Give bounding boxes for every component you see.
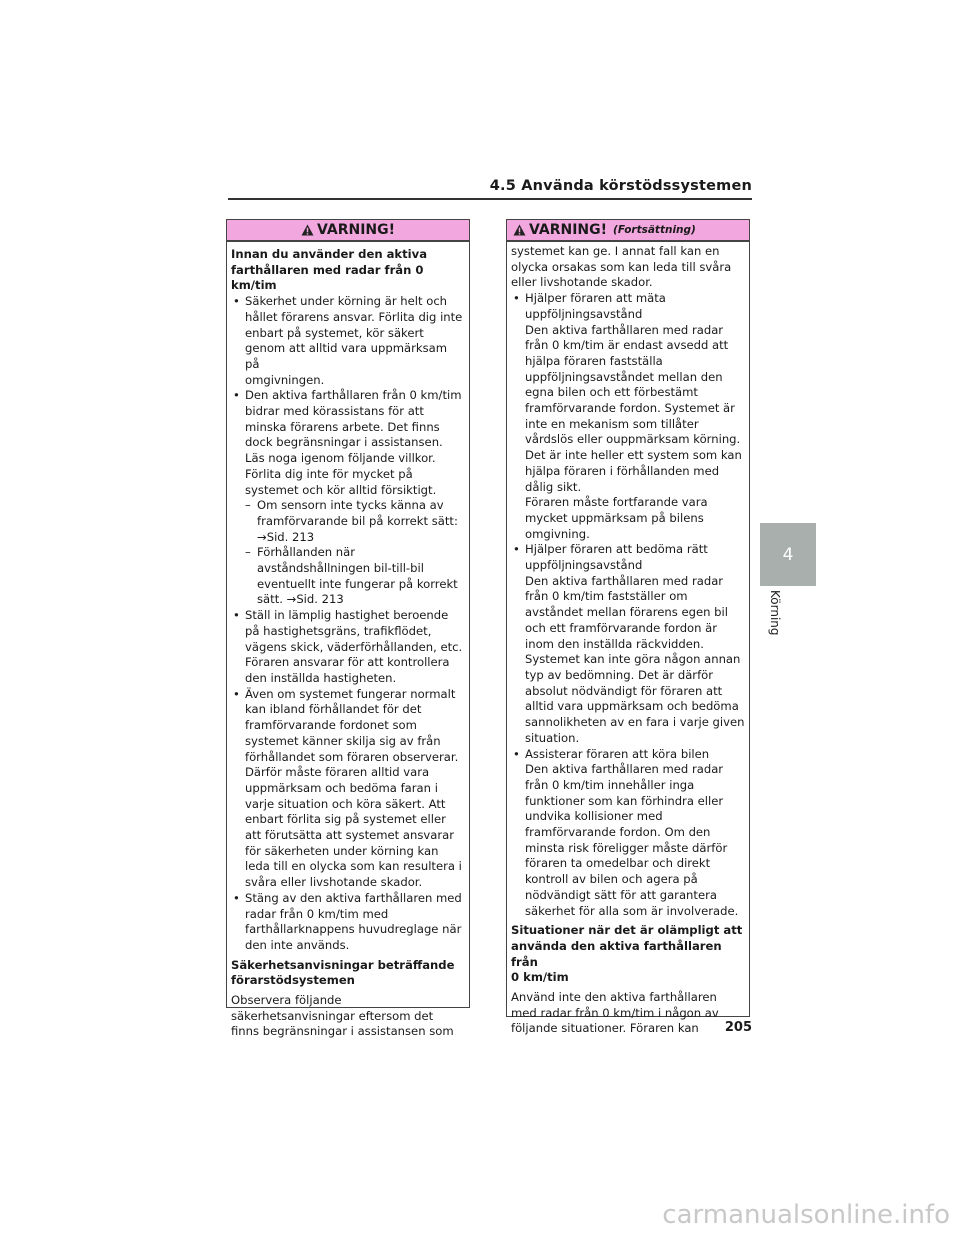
- warning-box-left: [226, 219, 470, 1039]
- text-line: eller livshotande skador.: [511, 275, 653, 290]
- text-line: Läs noga igenom följande villkor.: [245, 451, 436, 466]
- watermark: carmanualsonline.info: [662, 1200, 950, 1230]
- text-line: Använd inte den aktiva farthållaren: [511, 990, 717, 1005]
- text-line: enbart förlita sig på systemet eller: [245, 812, 446, 827]
- text-line: Systemet kan inte göra någon annan: [525, 652, 741, 667]
- heading-line: använda den aktiva farthållaren från: [511, 938, 722, 969]
- text-line: uppmärksam och bedöma faran i: [245, 780, 438, 795]
- text-line: hållet förarens ansvar. Förlita dig inte: [245, 309, 463, 324]
- text-line: olycka orsakas som kan leda till svåra: [511, 259, 732, 274]
- text-line: vårdslös eller ouppmärksam körning.: [525, 432, 741, 447]
- warning-content: [507, 242, 749, 1037]
- text-line: avståndet mellan förarens egen bil: [525, 605, 728, 620]
- page-number: 205: [724, 1020, 752, 1035]
- dash-line: – Om sensorn inte tycks känna av: [231, 498, 465, 514]
- bullet-line: • Ställ in lämplig hastighet beroende: [231, 608, 465, 624]
- text-line: systemet känner skilja sig av från: [245, 733, 441, 748]
- text-line: alltid vara uppmärksam och bedöma: [525, 699, 739, 714]
- text-line: Föraren ansvarar för att kontrollera: [245, 655, 450, 670]
- header-rule: [228, 198, 752, 200]
- text-line: svåra eller livshotande skador.: [245, 875, 423, 890]
- text-line: enbart på systemet, kör säkert: [245, 325, 424, 340]
- bullet-line: • Hjälper föraren att bedöma rätt: [511, 542, 745, 558]
- bullet-line: • Stäng av den aktiva farthållaren med: [231, 891, 465, 907]
- warning-title: VARNING!: [316, 222, 396, 238]
- heading-line: förarstödsystemen: [231, 973, 355, 988]
- text-line: från 0 km/tim innehåller inga: [525, 777, 695, 792]
- dash-line: – Förhållanden när: [231, 545, 465, 561]
- bullet-line: • Hjälper föraren att mäta: [511, 291, 745, 307]
- text-line: uppföljningsavstånd: [525, 558, 643, 573]
- warning-header: [227, 220, 469, 242]
- text-line: varje situation och köra säkert. Att: [245, 796, 446, 811]
- chapter-label: Körning: [768, 590, 782, 636]
- heading-line: 0 km/tim: [511, 970, 569, 985]
- text-line: omgivningen.: [245, 372, 325, 387]
- text-line: inte en mekanism som tillåter: [525, 416, 699, 431]
- text-line: framförvarande bil på korrekt sätt:: [257, 513, 458, 528]
- text-line: minska förarens arbete. Det finns: [245, 419, 440, 434]
- text-line: att förutsätta att systemet ansvarar: [245, 828, 454, 843]
- text-line: sannolikheten av en fara i varje given: [525, 715, 745, 730]
- text-line: systemet och kör alltid försiktigt.: [245, 482, 437, 497]
- text-line: minsta risk föreligger måste därför: [525, 840, 728, 855]
- page-reference-link[interactable]: →Sid. 213: [257, 529, 315, 544]
- text-line: den inte används.: [245, 937, 350, 952]
- warning-continuation-label: (Fortsättning): [613, 224, 696, 236]
- text-line: vägens skick, väderförhållanden, etc.: [245, 639, 463, 654]
- text-line: för säkerheten under körning kan: [245, 843, 439, 858]
- text-line: med radar från 0 km/tim i någon av: [511, 1005, 719, 1020]
- text-line: genom att alltid vara uppmärksam på: [245, 341, 448, 371]
- text-line: säkerhet för alla som är involverade.: [525, 903, 739, 918]
- text-line: absolut nödvändigt för föraren att: [525, 683, 723, 698]
- text-line: hjälpa föraren i förhållanden med: [525, 463, 720, 478]
- text-line: Den aktiva farthållaren med radar: [525, 322, 724, 337]
- text-line: Den aktiva farthållaren med radar: [525, 762, 724, 777]
- text-line: radar från 0 km/tim med: [245, 906, 389, 921]
- heading-line: Situationer när det är olämpligt att: [511, 923, 743, 938]
- text-line: uppföljningsavstånd: [525, 306, 643, 321]
- text-line: typ av bedömning. Det är därför: [525, 667, 714, 682]
- text-line: omgivning.: [525, 526, 590, 541]
- text-line: undvika kollisioner med: [525, 809, 663, 824]
- text-line: framförvarande fordon. Om den: [525, 825, 711, 840]
- text-line: inom den inställda räckvidden.: [525, 636, 704, 651]
- text-line: Observera följande: [231, 993, 342, 1008]
- text-line: Föraren måste fortfarande vara: [525, 495, 708, 510]
- text-line: från 0 km/tim fastställer om: [525, 589, 688, 604]
- text-line: avståndshållningen bil-till-bil: [257, 561, 424, 576]
- text-line: Det är inte heller ett system som kan: [525, 448, 742, 463]
- text-line: mycket uppmärksam på bilens: [525, 510, 704, 525]
- text-line: framförvarande fordonet som: [245, 718, 417, 733]
- text-line: på hastighetsgräns, trafikflödet,: [245, 623, 432, 638]
- text-line: dock begränsningar i assistansen.: [245, 435, 443, 450]
- text-line: bidrar med körassistans för att: [245, 404, 424, 419]
- section-header: 4.5 Använda körstödssystemen: [489, 178, 752, 194]
- text-line: kan ibland förhållandet för det: [245, 702, 422, 717]
- text-line: föraren ta omedelbar och direkt: [525, 856, 711, 871]
- text-line: systemet kan ge. I annat fall kan en: [511, 244, 720, 258]
- page-reference-link[interactable]: sätt. →Sid. 213: [257, 592, 344, 607]
- bullet-line: • Den aktiva farthållaren från 0 km/tim: [231, 388, 465, 404]
- text-line: från 0 km/tim är endast avsedd att: [525, 338, 729, 353]
- text-line: dålig sikt.: [525, 479, 582, 494]
- bullet-line: • Även om systemet fungerar normalt: [231, 687, 465, 703]
- warning-triangle-icon: [301, 224, 314, 236]
- warning-title: VARNING!: [529, 222, 608, 238]
- bullet-line: • Assisterar föraren att köra bilen: [511, 747, 745, 763]
- heading-line: farthållaren med radar från 0 km/tim: [231, 262, 424, 293]
- heading-line: Säkerhetsanvisningar beträffande: [231, 957, 455, 972]
- chapter-tab[interactable]: 4: [760, 523, 816, 586]
- text-line: uppföljningsavståndet mellan den: [525, 369, 723, 384]
- text-line: framförvarande fordon. Systemet är: [525, 401, 735, 416]
- text-line: funktioner som kan förhindra eller: [525, 793, 724, 808]
- text-line: situation.: [525, 730, 580, 745]
- text-line: Därför måste föraren alltid vara: [245, 765, 430, 780]
- text-line: finns begränsningar i assistansen som: [231, 1024, 454, 1039]
- warning-triangle-icon: [513, 224, 526, 236]
- text-line: farthållarknappens huvudreglage när: [245, 922, 462, 937]
- text-line: följande situationer. Föraren kan: [511, 1021, 699, 1036]
- text-line: och ett framförvarande fordon är: [525, 620, 718, 635]
- text-line: egna bilen och ett förbestämt: [525, 385, 698, 400]
- bullet-line: • Säkerhet under körning är helt och: [231, 294, 465, 310]
- text-line: förhållandet som föraren observerar.: [245, 749, 459, 764]
- warning-content: [227, 242, 469, 1040]
- text-line: hjälpa föraren fastställa: [525, 353, 663, 368]
- text-line: eventuellt inte fungerar på korrekt: [257, 576, 458, 591]
- text-line: säkerhetsanvisningar eftersom det: [231, 1008, 434, 1023]
- heading-line: Innan du använder den aktiva: [231, 247, 428, 261]
- text-line: nödvändigt sätt för att garantera: [525, 887, 717, 902]
- text-line: Den aktiva farthållaren med radar: [525, 573, 724, 588]
- text-line: Förlita dig inte för mycket på: [245, 466, 413, 481]
- text-line: den inställda hastigheten.: [245, 670, 397, 685]
- warning-header: [507, 220, 749, 242]
- text-line: leda till en olycka som kan resultera i: [245, 859, 462, 874]
- text-line: kontroll av bilen och agera på: [525, 872, 698, 887]
